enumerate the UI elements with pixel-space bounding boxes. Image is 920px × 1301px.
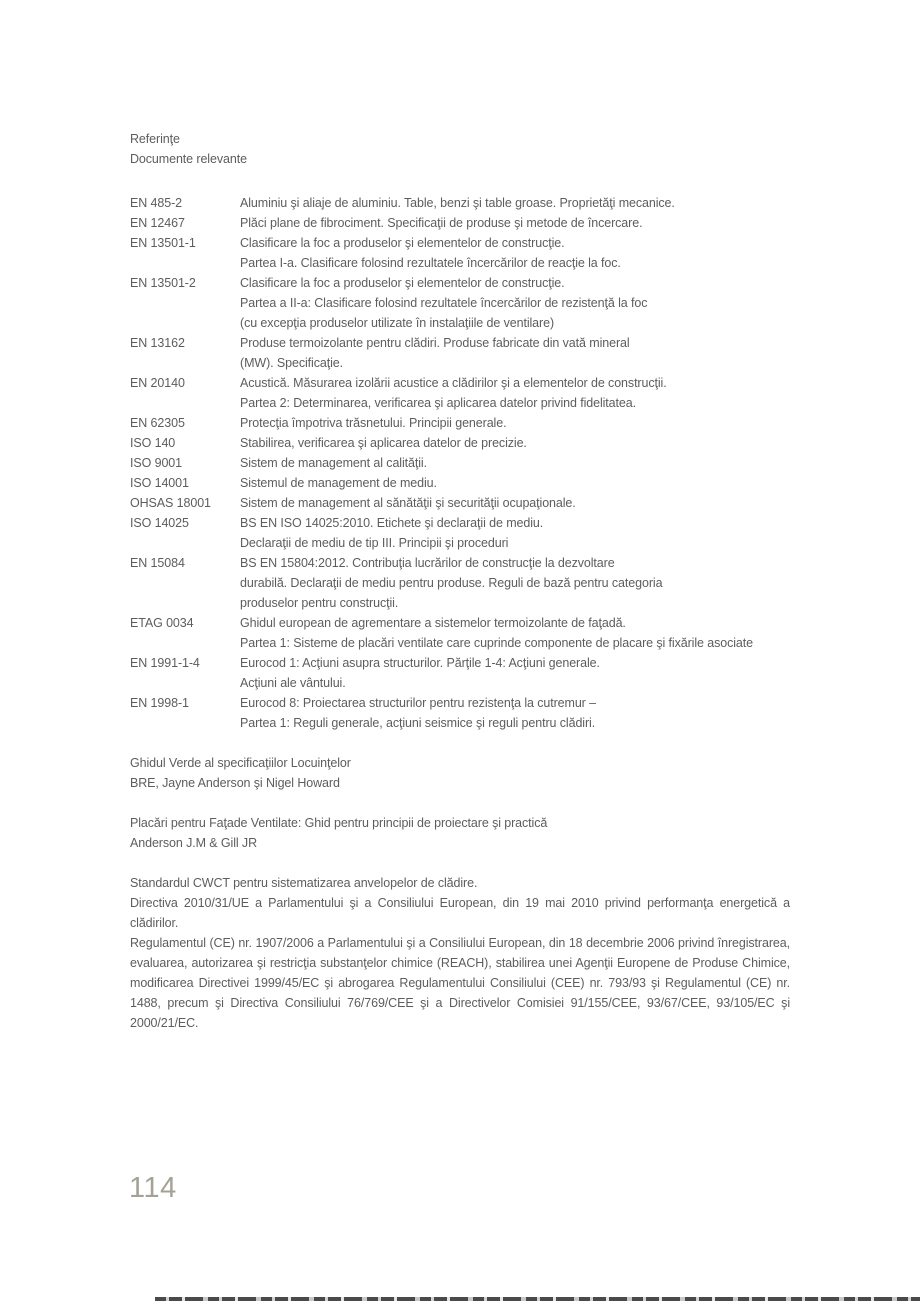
cut-off-text-strip: [155, 1297, 920, 1301]
reference-row: [130, 493, 790, 513]
bibliography-line: BRE, Jayne Anderson şi Nigel Howard: [130, 776, 340, 790]
reference-row: [130, 513, 790, 553]
reference-code: ETAG 0034: [130, 616, 194, 630]
reference-description-line: Acustică. Măsurarea izolării acustice a clădirilor şi a elementelor de construcţii.: [240, 376, 667, 390]
reference-code: EN 1991-1-4: [130, 656, 200, 670]
reference-code: EN 12467: [130, 216, 185, 230]
reference-description-line: BS EN 15804:2012. Contribuţia lucrărilor de construcţie la dezvoltare: [240, 556, 615, 570]
reference-description-line: Partea 1: Reguli generale, acţiuni seismice şi reguli pentru clădiri.: [240, 716, 596, 730]
reference-description-line: Sistemul de management de mediu.: [240, 476, 437, 490]
reference-row: [130, 233, 790, 273]
reference-code: EN 13501-2: [130, 276, 196, 290]
reference-code: ISO 14025: [130, 516, 189, 530]
reference-description: [240, 193, 790, 213]
reference-description: [240, 373, 790, 413]
reference-description-line: Protecţia împotriva trăsnetului. Principii generale.: [240, 416, 507, 430]
reference-row: [130, 333, 790, 373]
reference-description-line: Partea a II-a: Clasificare folosind rezultatele încercărilor de rezistenţă la foc: [240, 296, 648, 310]
reference-description: [240, 273, 790, 333]
bibliography-line: Anderson J.M & Gill JR: [130, 836, 258, 850]
reference-description: [240, 553, 790, 613]
reference-code: EN 485-2: [130, 196, 183, 210]
reference-description-line: Partea I-a. Clasificare folosind rezultatele încercărilor de reacţie la foc.: [240, 256, 621, 270]
reference-description-line: (MW). Specificaţie.: [240, 356, 343, 370]
reference-row: [130, 553, 790, 613]
reference-description: [240, 653, 790, 693]
bibliography-section: [130, 753, 790, 853]
bibliography-line: Ghidul Verde al specificaţiilor Locuinţelor: [130, 756, 351, 770]
reference-code: EN 20140: [130, 376, 185, 390]
page-title: Referinţe: [130, 132, 180, 146]
reference-description-line: Acţiuni ale vântului.: [240, 676, 346, 690]
reference-description-line: Declaraţii de mediu de tip III. Principii şi proceduri: [240, 536, 509, 550]
reference-row: [130, 413, 790, 433]
reference-code: ISO 14001: [130, 476, 189, 490]
reference-description: [240, 453, 790, 473]
reference-description-line: Eurocod 8: Proiectarea structurilor pentru rezistenţa la cutremur –: [240, 696, 596, 710]
closing-paragraph: Regulamentul (CE) nr. 1907/2006 a Parlamentului şi a Consiliului European, din 18 decembrie 2006 privind înregistrarea, evaluarea, autorizarea şi restricţia substanţelor chimice (REACH), stabilirea unei Agenţii Europene de Produse Chimice, modificarea Directivei 1999/45/EC şi abrogarea Regulamentului Consiliului (CEE) nr. 793/93 şi Regulamentul (CE) nr. 1488, precum şi Directiva Consiliului 76/769/CEE şi a Directivelor Comisiei 91/155/CEE, 93/67/CEE, 93/105/EC şi 2000/21/EC.: [130, 936, 790, 1030]
reference-description: [240, 493, 790, 513]
reference-description-line: produselor pentru construcţii.: [240, 596, 399, 610]
reference-description-line: Sistem de management al sănătăţii şi securităţii ocupaţionale.: [240, 496, 576, 510]
reference-description-line: Partea 2: Determinarea, verificarea şi aplicarea datelor privind fidelitatea.: [240, 396, 636, 410]
reference-code: EN 62305: [130, 416, 185, 430]
reference-description: [240, 413, 790, 433]
reference-description-line: BS EN ISO 14025:2010. Etichete şi declaraţii de mediu.: [240, 516, 544, 530]
reference-description-line: Stabilirea, verificarea şi aplicarea datelor de precizie.: [240, 436, 527, 450]
reference-row: [130, 693, 790, 733]
reference-description-line: Aluminiu şi aliaje de aluminiu. Table, benzi şi table groase. Proprietăţi mecanice.: [240, 196, 675, 210]
reference-description-line: Clasificare la foc a produselor şi elementelor de construcţie.: [240, 236, 565, 250]
bibliography-entry: [130, 813, 790, 853]
reference-row: [130, 433, 790, 453]
reference-description: [240, 213, 790, 233]
reference-description-line: Produse termoizolante pentru clădiri. Produse fabricate din vată mineral: [240, 336, 630, 350]
reference-row: [130, 273, 790, 333]
closing-paragraphs: [130, 873, 790, 1033]
page-subtitle: Documente relevante: [130, 152, 247, 166]
reference-description-line: Ghidul european de agrementare a sistemelor termoizolante de faţadă.: [240, 616, 626, 630]
reference-description-line: Clasificare la foc a produselor şi elementelor de construcţie.: [240, 276, 565, 290]
reference-description-line: durabilă. Declaraţii de mediu pentru produse. Reguli de bază pentru categoria: [240, 576, 663, 590]
bibliography-entry: [130, 753, 790, 793]
reference-description: [240, 613, 790, 653]
reference-description-line: Sistem de management al calităţii.: [240, 456, 427, 470]
reference-code: ISO 9001: [130, 456, 183, 470]
page-content: [130, 129, 790, 1033]
reference-description: [240, 233, 790, 273]
reference-row: [130, 213, 790, 233]
reference-description: [240, 433, 790, 453]
reference-code: EN 13162: [130, 336, 185, 350]
reference-description: [240, 333, 790, 373]
reference-code: OHSAS 18001: [130, 496, 211, 510]
closing-paragraph: Standardul CWCT pentru sistematizarea anvelopelor de clădire.: [130, 876, 478, 890]
reference-row: [130, 473, 790, 493]
bibliography-line: Placări pentru Faţade Ventilate: Ghid pentru principii de proiectare şi practică: [130, 816, 548, 830]
reference-code: ISO 140: [130, 436, 176, 450]
reference-description-line: Partea 1: Sisteme de placări ventilate care cuprinde componente de placare şi fixările asociate: [240, 636, 754, 650]
reference-description-line: Plăci plane de fibrociment. Specificaţii de produse şi metode de încercare.: [240, 216, 643, 230]
reference-row: [130, 613, 790, 653]
reference-description: [240, 473, 790, 493]
reference-description: [240, 693, 790, 733]
closing-paragraph: Directiva 2010/31/UE a Parlamentului şi a Consiliului European, din 19 mai 2010 privind performanţa energetică a clădirilor.: [130, 896, 790, 930]
references-heading: [130, 129, 790, 169]
reference-description: [240, 513, 790, 553]
reference-description-line: Eurocod 1: Acţiuni asupra structurilor. Părţile 1-4: Acţiuni generale.: [240, 656, 600, 670]
reference-row: [130, 193, 790, 213]
reference-description-line: (cu excepţia produselor utilizate în instalaţiile de ventilare): [240, 316, 555, 330]
reference-row: [130, 373, 790, 413]
reference-code: EN 1998-1: [130, 696, 189, 710]
reference-code: EN 15084: [130, 556, 185, 570]
reference-row: [130, 453, 790, 473]
reference-row: [130, 653, 790, 693]
references-list: [130, 193, 790, 733]
page-number: 114: [129, 1172, 177, 1204]
reference-code: EN 13501-1: [130, 236, 196, 250]
